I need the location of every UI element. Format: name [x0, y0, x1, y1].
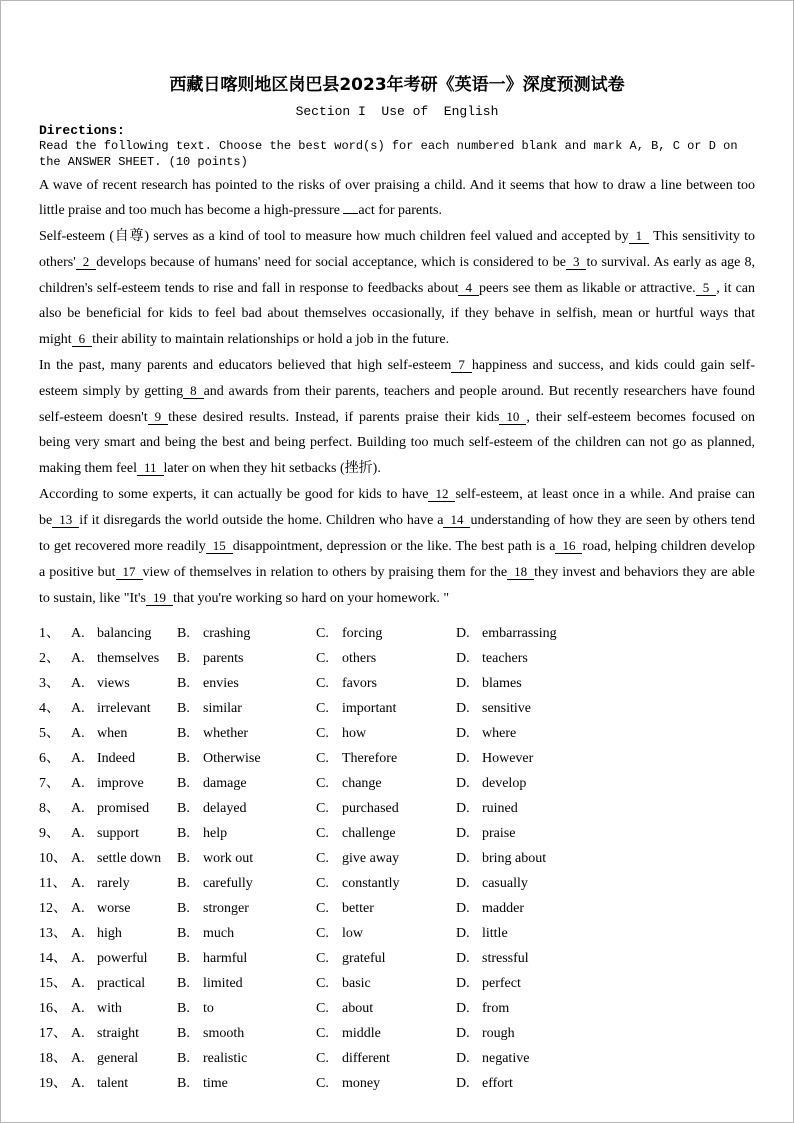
option-a	[71, 696, 177, 721]
option-b-text: realistic	[203, 1051, 248, 1066]
option-b-text: time	[203, 1076, 228, 1091]
option-c	[316, 846, 456, 871]
cloze-blank: 7	[451, 357, 472, 373]
option-d-label: D.	[456, 1076, 470, 1091]
option-d	[456, 921, 755, 946]
cloze-blank: 11	[137, 460, 164, 476]
cloze-blank: 2	[76, 254, 97, 270]
option-a-text: with	[97, 1001, 122, 1016]
option-c-label: C.	[316, 626, 329, 641]
option-d-label: D.	[456, 801, 470, 816]
option-b-label: B.	[177, 1026, 190, 1041]
option-d	[456, 796, 755, 821]
option-b-label: B.	[177, 876, 190, 891]
option-d-label: D.	[456, 851, 470, 866]
option-b	[177, 871, 316, 896]
question-number: 15、	[39, 976, 67, 991]
option-b-label: B.	[177, 751, 190, 766]
option-b	[177, 696, 316, 721]
option-d	[456, 671, 755, 696]
option-d	[456, 696, 755, 721]
option-b	[177, 1046, 316, 1071]
option-d-text: where	[482, 726, 517, 741]
option-c-text: how	[342, 726, 367, 741]
option-a-text: balancing	[97, 626, 152, 641]
option-c	[316, 1021, 456, 1046]
option-c-label: C.	[316, 1001, 329, 1016]
option-c-text: basic	[342, 976, 371, 991]
option-b-text: parents	[203, 651, 244, 666]
option-b-text: delayed	[203, 801, 247, 816]
option-b	[177, 646, 316, 671]
option-a-text: improve	[97, 776, 144, 791]
option-c-text: challenge	[342, 826, 396, 841]
option-b-label: B.	[177, 1001, 190, 1016]
question-number: 1、	[39, 626, 60, 641]
option-b-text: damage	[203, 776, 247, 791]
option-b-text: whether	[203, 726, 249, 741]
option-d-label: D.	[456, 926, 470, 941]
cloze-blank: 19	[146, 590, 173, 606]
option-d-label: D.	[456, 1026, 470, 1041]
option-d-text: teachers	[482, 651, 528, 666]
option-b	[177, 671, 316, 696]
option-d-text: ruined	[482, 801, 518, 816]
question-number: 10、	[39, 851, 67, 866]
option-a-label: A.	[71, 1001, 85, 1016]
passage-paragraph: According to some experts, it can actually be good for kids to have 12 self-esteem, at least once in a while. And praise can be 13 if it disregards the world outside the home. Children who have a 14 understanding of how they are seen by others tend to get recovered more readily 15 disappointment, depression or the like. The best path is a 16 road, helping children develop a positive but 17 view of themselves in relation to others by praising them for the 18 they invest and behaviors they are able to sustain, like "It's 19 that you're working so hard on your homework. "	[39, 486, 756, 606]
question-number: 7、	[39, 776, 60, 791]
option-a-label: A.	[71, 851, 85, 866]
option-b-text: similar	[203, 701, 242, 716]
option-a-label: A.	[71, 926, 85, 941]
cloze-blank: 8	[183, 383, 204, 399]
option-a-text: when	[97, 726, 128, 741]
option-a-label: A.	[71, 751, 85, 766]
option-a-label: A.	[71, 826, 85, 841]
option-a	[71, 946, 177, 971]
option-a-text: support	[97, 826, 139, 841]
option-c-label: C.	[316, 776, 329, 791]
option-a-label: A.	[71, 976, 85, 991]
option-b-text: help	[203, 826, 228, 841]
option-b-label: B.	[177, 676, 190, 691]
option-c	[316, 771, 456, 796]
option-c-label: C.	[316, 801, 329, 816]
option-d	[456, 1021, 755, 1046]
option-b-label: B.	[177, 776, 190, 791]
option-a	[71, 721, 177, 746]
option-b-text: harmful	[203, 951, 248, 966]
option-c	[316, 621, 456, 646]
option-a	[71, 921, 177, 946]
option-c-label: C.	[316, 851, 329, 866]
question-row	[39, 746, 755, 771]
option-c	[316, 646, 456, 671]
directions-label: Directions:	[39, 123, 125, 138]
option-b-text: stronger	[203, 901, 249, 916]
question-number: 17、	[39, 1026, 67, 1041]
option-d-text: stressful	[482, 951, 529, 966]
option-a	[71, 671, 177, 696]
option-d-text: praise	[482, 826, 516, 841]
option-c-text: give away	[342, 851, 400, 866]
cloze-blank: 17	[116, 564, 143, 580]
option-b-label: B.	[177, 801, 190, 816]
option-c	[316, 671, 456, 696]
option-d-label: D.	[456, 826, 470, 841]
option-d-label: D.	[456, 876, 470, 891]
option-a	[71, 896, 177, 921]
question-row	[39, 1046, 755, 1071]
option-a	[71, 871, 177, 896]
question-number: 14、	[39, 951, 67, 966]
option-b-text: work out	[203, 851, 254, 866]
option-c	[316, 921, 456, 946]
option-a-text: general	[97, 1051, 139, 1066]
option-b-label: B.	[177, 851, 190, 866]
option-b	[177, 721, 316, 746]
option-a	[71, 996, 177, 1021]
passage-paragraph: Self-esteem (自尊) serves as a kind of tool to measure how much children feel valued and accepted by 1 This sensitivity to others' 2 develops because of humans' need for social acceptance, which is considered to be 3 to survival. As early as age 8, children's self-esteem tends to rise and fall in response to feedbacks about 4 peers see them as likable or attractive. 5 , it can also be beneficial for kids to feel bad about themselves occasionally, if they behave in selfish, mean or hurtful ways that might 6 their ability to maintain relationships or hold a job in the future.	[39, 228, 755, 347]
option-c-label: C.	[316, 951, 329, 966]
option-b	[177, 896, 316, 921]
option-d-label: D.	[456, 976, 470, 991]
option-b-text: smooth	[203, 1026, 245, 1041]
cloze-blank: 1	[629, 228, 650, 244]
question-number: 19、	[39, 1076, 67, 1091]
passage-paragraph: A wave of recent research has pointed to the risks of over praising a child. And it seems that how to draw a line between too little praise and too much has become a high-pressure act for parents.	[39, 178, 755, 218]
option-a-label: A.	[71, 726, 85, 741]
option-a-label: A.	[71, 876, 85, 891]
option-d-text: However	[482, 751, 534, 766]
option-d	[456, 996, 755, 1021]
option-b-text: much	[203, 926, 235, 941]
passage-paragraph: In the past, many parents and educators believed that high self-esteem 7 happiness and success, and kids could gain self-esteem simply by getting 8 and awards from their parents, teachers and people around. But recently researchers have found self-esteem doesn't 9 these desired results. Instead, if parents praise their kids 10 , their self-esteem becomes focused on being very smart and being the best and being perfect. Building too much self-esteem of the children can not go as planned, making them feel 11 later on when they hit setbacks (挫折).	[39, 357, 755, 476]
option-a-text: worse	[97, 901, 131, 916]
question-list	[39, 621, 755, 1096]
question-row	[39, 771, 755, 796]
option-c	[316, 696, 456, 721]
option-d	[456, 1071, 755, 1096]
option-d	[456, 646, 755, 671]
option-c-label: C.	[316, 876, 329, 891]
option-d-label: D.	[456, 1001, 470, 1016]
option-a	[71, 796, 177, 821]
question-row	[39, 621, 755, 646]
option-a-text: straight	[97, 1026, 139, 1041]
question-row	[39, 1021, 755, 1046]
option-c-label: C.	[316, 926, 329, 941]
option-a	[71, 1021, 177, 1046]
option-a-label: A.	[71, 901, 85, 916]
option-c	[316, 871, 456, 896]
option-b-label: B.	[177, 951, 190, 966]
option-c-label: C.	[316, 651, 329, 666]
option-c-text: change	[342, 776, 382, 791]
option-d-text: bring about	[482, 851, 547, 866]
question-row	[39, 1071, 755, 1096]
cloze-blank: 9	[148, 409, 169, 425]
option-b-label: B.	[177, 701, 190, 716]
cloze-blank: 13	[52, 512, 79, 528]
option-b	[177, 621, 316, 646]
question-row	[39, 821, 755, 846]
cloze-blank: 6	[72, 331, 93, 347]
option-c-text: about	[342, 1001, 374, 1016]
option-a	[71, 1071, 177, 1096]
option-a-label: A.	[71, 1026, 85, 1041]
option-a-text: irrelevant	[97, 701, 151, 716]
option-d-text: little	[482, 926, 508, 941]
option-d-label: D.	[456, 1051, 470, 1066]
question-row	[39, 721, 755, 746]
question-number: 18、	[39, 1051, 67, 1066]
option-b-text: limited	[203, 976, 243, 991]
cloze-blank: 18	[507, 564, 534, 580]
option-b-text: to	[203, 1001, 214, 1016]
option-b-label: B.	[177, 651, 190, 666]
option-c	[316, 721, 456, 746]
option-c-label: C.	[316, 826, 329, 841]
option-d-label: D.	[456, 951, 470, 966]
option-c-label: C.	[316, 976, 329, 991]
option-d	[456, 871, 755, 896]
option-d-text: casually	[482, 876, 528, 891]
option-b	[177, 1021, 316, 1046]
option-d-label: D.	[456, 901, 470, 916]
option-b	[177, 746, 316, 771]
option-d-text: perfect	[482, 976, 521, 991]
option-c-text: constantly	[342, 876, 400, 891]
option-c	[316, 971, 456, 996]
option-a-label: A.	[71, 1076, 85, 1091]
option-d-text: effort	[482, 1076, 513, 1091]
option-d-label: D.	[456, 626, 470, 641]
option-c-text: Therefore	[342, 751, 398, 766]
option-b-label: B.	[177, 626, 190, 641]
cloze-blank: 12	[428, 486, 455, 502]
option-d	[456, 896, 755, 921]
option-d	[456, 1046, 755, 1071]
option-a	[71, 771, 177, 796]
option-d-label: D.	[456, 651, 470, 666]
option-c	[316, 1071, 456, 1096]
option-b	[177, 821, 316, 846]
option-a	[71, 1046, 177, 1071]
option-d-text: blames	[482, 676, 522, 691]
option-d	[456, 721, 755, 746]
question-row	[39, 696, 755, 721]
question-number: 11、	[39, 876, 67, 891]
cloze-blank: 15	[206, 538, 233, 554]
question-number: 6、	[39, 751, 60, 766]
option-c-label: C.	[316, 1026, 329, 1041]
option-b-label: B.	[177, 1051, 190, 1066]
option-a-text: high	[97, 926, 122, 941]
option-c-text: favors	[342, 676, 377, 691]
option-c-text: others	[342, 651, 377, 666]
option-b-label: B.	[177, 1076, 190, 1091]
cloze-blank: 5	[696, 280, 717, 296]
option-a-label: A.	[71, 676, 85, 691]
question-row	[39, 796, 755, 821]
option-b	[177, 971, 316, 996]
option-a-label: A.	[71, 626, 85, 641]
option-a	[71, 821, 177, 846]
option-a-text: powerful	[97, 951, 148, 966]
option-a	[71, 621, 177, 646]
option-c-label: C.	[316, 901, 329, 916]
option-a-label: A.	[71, 951, 85, 966]
option-a	[71, 846, 177, 871]
question-number: 9、	[39, 826, 60, 841]
section-heading: Section I Use of English	[295, 104, 499, 119]
option-b-label: B.	[177, 826, 190, 841]
option-a	[71, 646, 177, 671]
option-b	[177, 771, 316, 796]
option-d	[456, 746, 755, 771]
option-c	[316, 746, 456, 771]
option-c-text: low	[342, 926, 363, 941]
option-a	[71, 746, 177, 771]
option-c	[316, 796, 456, 821]
option-a-text: promised	[97, 801, 150, 816]
option-c-label: C.	[316, 1076, 329, 1091]
option-c	[316, 946, 456, 971]
option-d	[456, 621, 755, 646]
option-b-text: Otherwise	[203, 751, 261, 766]
cloze-blank: 16	[555, 538, 582, 554]
option-d-text: embarrassing	[482, 626, 557, 641]
question-number: 8、	[39, 801, 60, 816]
option-b	[177, 921, 316, 946]
option-d-text: develop	[482, 776, 527, 791]
option-c-text: middle	[342, 1026, 381, 1041]
option-c-text: purchased	[342, 801, 399, 816]
option-d-text: rough	[482, 1026, 515, 1041]
question-number: 13、	[39, 926, 67, 941]
option-d-text: sensitive	[482, 701, 531, 716]
option-b	[177, 1071, 316, 1096]
option-a-label: A.	[71, 651, 85, 666]
question-row	[39, 871, 755, 896]
option-b-text: envies	[203, 676, 239, 691]
question-number: 12、	[39, 901, 67, 916]
option-c-label: C.	[316, 1051, 329, 1066]
option-c	[316, 896, 456, 921]
option-c-text: grateful	[342, 951, 386, 966]
option-a-text: settle down	[97, 851, 162, 866]
question-row	[39, 846, 755, 871]
option-c-label: C.	[316, 751, 329, 766]
option-d-label: D.	[456, 676, 470, 691]
option-d	[456, 771, 755, 796]
cloze-blank: 4	[458, 280, 479, 296]
option-d	[456, 821, 755, 846]
option-b	[177, 946, 316, 971]
option-a-label: A.	[71, 701, 85, 716]
cloze-blank: 10	[499, 409, 526, 425]
option-a-text: practical	[97, 976, 146, 991]
option-c-text: forcing	[342, 626, 383, 641]
option-a-label: A.	[71, 1051, 85, 1066]
question-row	[39, 946, 755, 971]
option-a-label: A.	[71, 801, 85, 816]
option-c-label: C.	[316, 701, 329, 716]
option-a-label: A.	[71, 776, 85, 791]
question-row	[39, 921, 755, 946]
question-number: 2、	[39, 651, 60, 666]
option-c	[316, 996, 456, 1021]
option-a-text: talent	[97, 1076, 129, 1091]
option-a	[71, 971, 177, 996]
question-number: 3、	[39, 676, 60, 691]
option-b	[177, 796, 316, 821]
passage	[39, 173, 755, 611]
cloze-blank: 3	[566, 254, 587, 270]
option-d-label: D.	[456, 701, 470, 716]
option-c-text: important	[342, 701, 397, 716]
option-c	[316, 821, 456, 846]
question-number: 5、	[39, 726, 60, 741]
question-row	[39, 971, 755, 996]
option-c-label: C.	[316, 676, 329, 691]
option-d-label: D.	[456, 776, 470, 791]
question-row	[39, 671, 755, 696]
option-d	[456, 946, 755, 971]
option-b-text: crashing	[203, 626, 251, 641]
option-b	[177, 846, 316, 871]
option-b-label: B.	[177, 926, 190, 941]
option-d-text: from	[482, 1001, 510, 1016]
question-number: 16、	[39, 1001, 67, 1016]
option-c-text: money	[342, 1076, 381, 1091]
page-title: 西藏日喀则地区岗巴县2023年考研《英语一》深度预测试卷	[169, 75, 625, 95]
directions-text: Read the following text. Choose the best word(s) for each numbered blank and mark A, B, C or D on the ANSWER SHEET. (10 points)	[39, 139, 738, 169]
cloze-blank	[343, 199, 358, 214]
option-b-text: carefully	[203, 876, 253, 891]
option-c-label: C.	[316, 726, 329, 741]
cloze-blank: 14	[443, 512, 470, 528]
option-a-text: views	[97, 676, 130, 691]
option-d-text: madder	[482, 901, 524, 916]
option-a-text: rarely	[97, 876, 130, 891]
question-row	[39, 896, 755, 921]
option-b-label: B.	[177, 901, 190, 916]
option-c-text: better	[342, 901, 374, 916]
question-number: 4、	[39, 701, 60, 716]
question-row	[39, 996, 755, 1021]
option-a-text: themselves	[97, 651, 160, 666]
option-d	[456, 971, 755, 996]
option-c	[316, 1046, 456, 1071]
option-d	[456, 846, 755, 871]
option-b	[177, 996, 316, 1021]
option-d-text: negative	[482, 1051, 530, 1066]
option-d-label: D.	[456, 726, 470, 741]
option-b-label: B.	[177, 726, 190, 741]
question-row	[39, 646, 755, 671]
option-b-label: B.	[177, 976, 190, 991]
option-a-text: Indeed	[97, 751, 136, 766]
option-c-text: different	[342, 1051, 390, 1066]
option-d-label: D.	[456, 751, 470, 766]
